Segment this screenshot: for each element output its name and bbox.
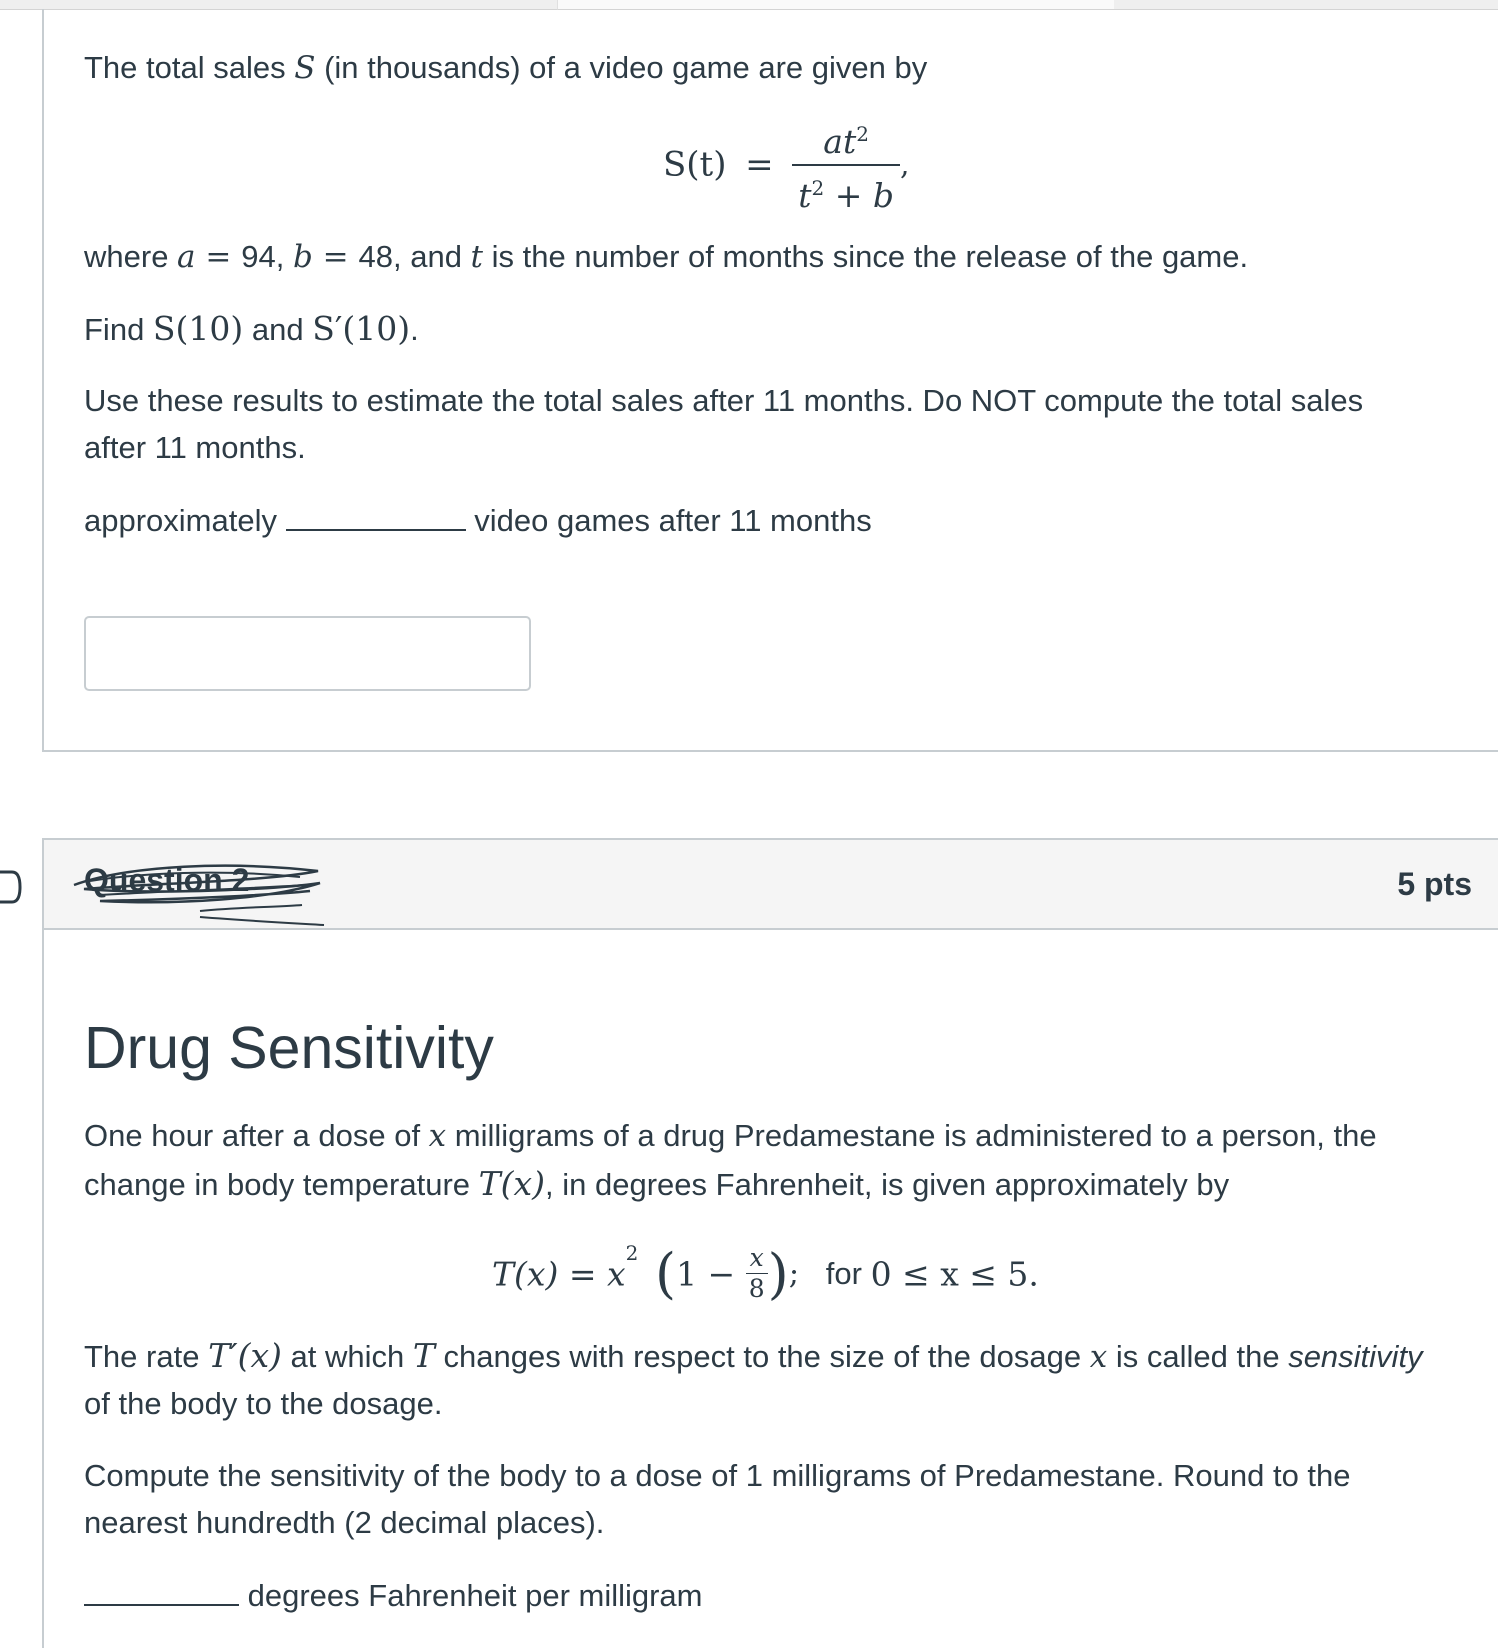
top-tab-strip	[0, 0, 1498, 9]
q1-instruction-line2: after 11 months.	[84, 430, 306, 465]
q2-formula: $T(x) = x^2$ (1 − $\frac{x}{8}$ ); for 0 ≤ x ≤ 5.	[492, 1241, 1039, 1306]
flag-question-icon[interactable]	[0, 868, 24, 906]
q2-heading: Drug Sensitivity	[84, 1015, 494, 1081]
q1-answer-input[interactable]	[84, 616, 531, 691]
q1-formula: S(t) = $\frac{at^2}{t^2 + b}$ ,	[663, 112, 910, 218]
q1-where: where a = 94, b = 48, and t is the number of months since the release of the game.	[84, 239, 1249, 275]
q2-para1-line2: change in body temperature T(x), in degrees Fahrenheit, is given approximately by	[84, 1164, 1230, 1203]
q2-answer-line: degrees Fahrenheit per milligram	[84, 1572, 703, 1619]
q1-intro: The total sales S (in thousands) of a video game are given by	[84, 50, 928, 86]
q2-para3-line2: nearest hundredth (2 decimal places).	[84, 1505, 605, 1540]
q1-answer-blank	[286, 529, 466, 531]
q2-para1-line1: One hour after a dose of x milligrams of a drug Predamestane is administered to a person, the	[84, 1118, 1377, 1154]
question-2-title: Question 2	[84, 862, 250, 898]
question-2-points: 5 pts	[1397, 866, 1472, 902]
q1-instruction-line1: Use these results to estimate the total sales after 11 months. Do NOT compute the total sales	[84, 383, 1364, 418]
q2-para2-line1: The rate T′(x) at which T changes with respect to the size of the dosage x is called the sensitivity	[84, 1336, 1423, 1375]
q2-para2-line2: of the body to the dosage.	[84, 1386, 443, 1421]
scribble-redaction	[70, 855, 330, 927]
q1-find: Find S(10) and S′(10).	[84, 309, 419, 348]
q1-answer-line: approximately video games after 11 months	[84, 503, 872, 538]
q2-para3-line1: Compute the sensitivity of the body to a dose of 1 milligrams of Predamestane. Round to the	[84, 1458, 1351, 1493]
q2-answer-blank	[84, 1604, 239, 1606]
